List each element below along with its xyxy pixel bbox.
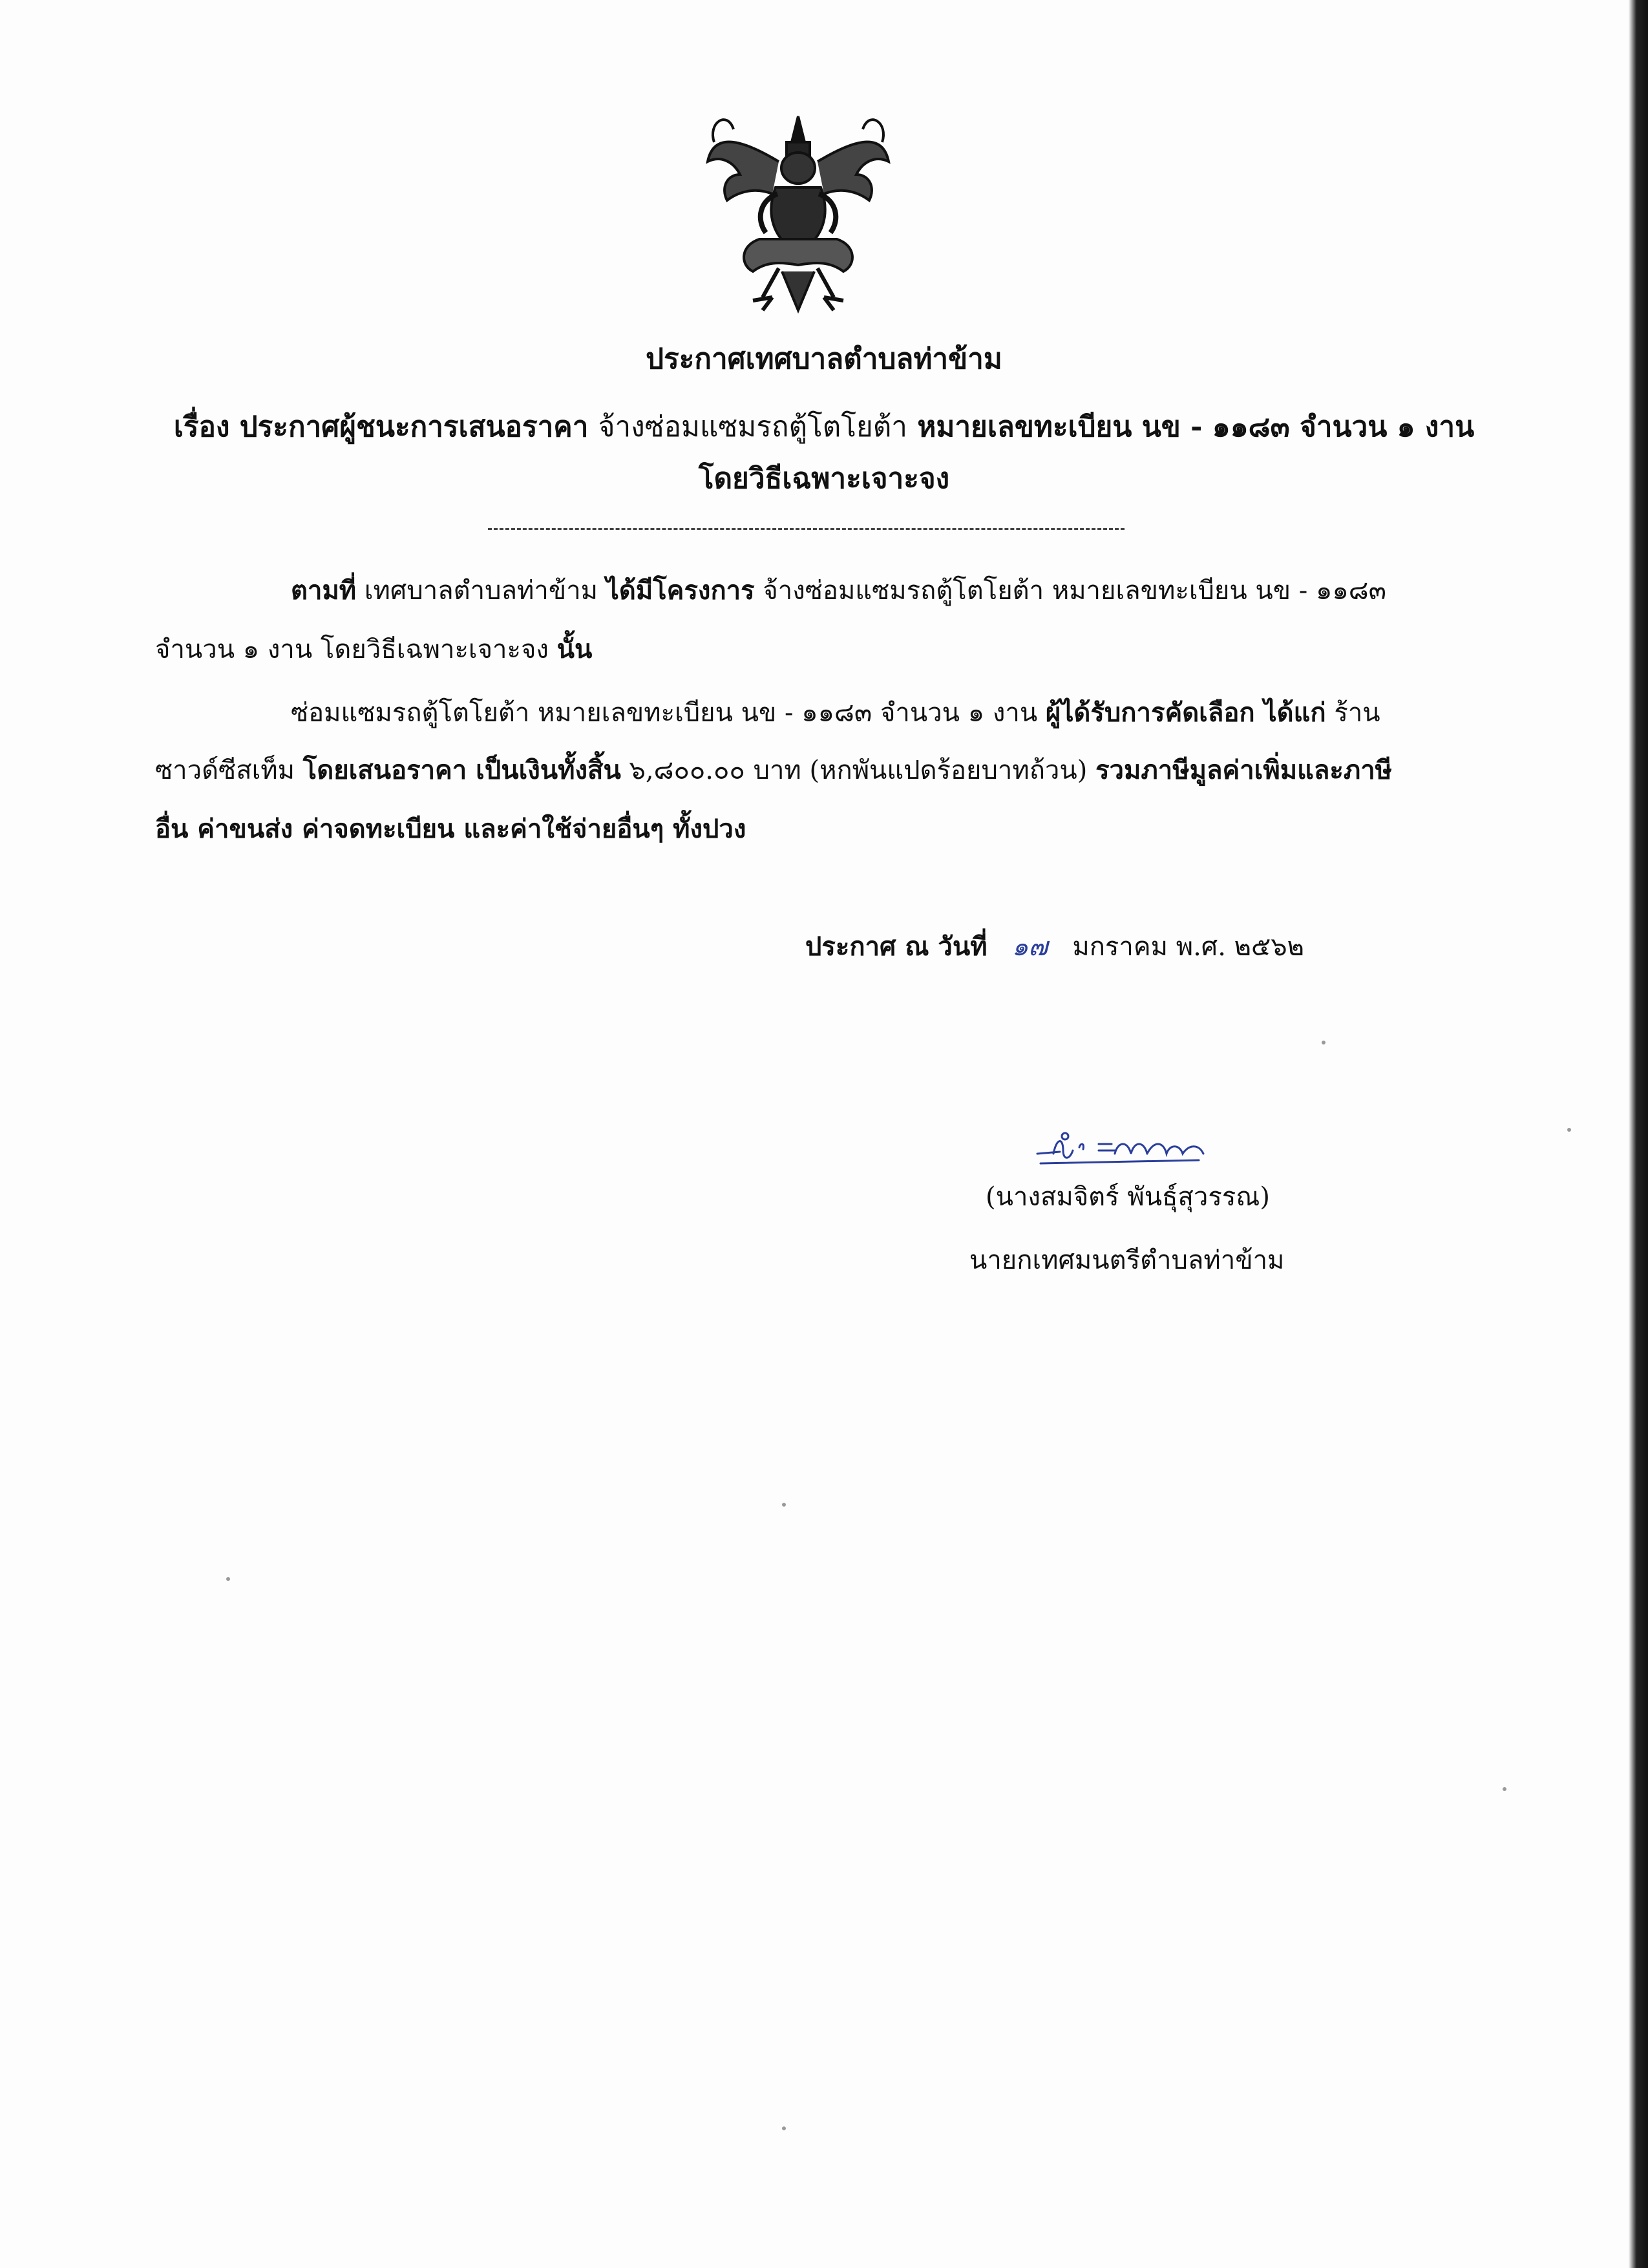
subject-heading: [0, 404, 1648, 449]
announcement-date: [805, 931, 1305, 962]
body-paragraph-2-end: อื่น ค่าขนส่ง ค่าจดทะเบียน และค่าใช้จ่ายอื่นๆ ทั้งปวง: [155, 814, 746, 844]
heading-divider: [488, 528, 1125, 530]
scan-speck: [782, 1503, 786, 1507]
issuer-heading: ประกาศเทศบาลตำบลท่าข้าม: [646, 343, 1002, 376]
p4-price-label: โดยเสนอราคา เป็นเงินทั้งสิ้น: [302, 755, 621, 785]
body-paragraph-1: [291, 575, 1387, 606]
subject-method: โดยวิธีเฉพาะเจาะจง: [698, 462, 950, 495]
signatory-position: นายกเทศมนตรีตำบลท่าข้าม: [969, 1245, 1285, 1275]
handwritten-signature: [1034, 1125, 1228, 1183]
signatory-name: (นางสมจิตร์ พันธุ์สุวรรณ): [986, 1182, 1271, 1212]
announcement-month-year: มกราคม พ.ศ. ๒๕๖๒: [1072, 932, 1305, 962]
scan-speck: [1503, 1787, 1506, 1791]
p3-text: ซ่อมแซมรถตู้โตโยต้า หมายเลขทะเบียน นข - ๑๑๘๓ จำนวน ๑ งาน: [291, 698, 1046, 728]
p1-project-label: ได้มีโครงการ: [606, 575, 755, 606]
body-paragraph-2-cont: [155, 755, 1393, 785]
p2-text: จำนวน ๑ งาน โดยวิธีเฉพาะเจาะจง: [155, 635, 557, 664]
announcement-day: ๑๗: [1011, 932, 1048, 962]
scan-speck: [1567, 1128, 1571, 1132]
scan-speck: [226, 1577, 230, 1581]
scan-speck: [782, 2126, 786, 2130]
announcement-prefix: ประกาศ ณ วันที่: [805, 931, 988, 962]
subject-label: เรื่อง ประกาศผู้ชนะการเสนอราคา: [173, 410, 589, 443]
subject-text: หมายเลขทะเบียน นข - ๑๑๘๓ จำนวน ๑ งาน: [917, 410, 1475, 443]
scan-speck: [1322, 1041, 1326, 1044]
body-paragraph-2: [291, 697, 1380, 728]
p3-shop: ร้าน: [1326, 698, 1380, 728]
p2-end: นั้น: [556, 634, 593, 664]
p1-issuer: เทศบาลตำบลท่าข้าม: [356, 576, 606, 606]
body-paragraph-1-cont: [155, 634, 593, 664]
p1-project: จ้างซ่อมแซมรถตู้โตโยต้า หมายเลขทะเบียน นข - ๑๑๘๓: [754, 576, 1387, 606]
garuda-emblem-icon: [701, 103, 895, 323]
p4-vendor: ซาวด์ซีสเท็ม: [155, 756, 303, 785]
p4-tax: รวมภาษีมูลค่าเพิ่มและภาษี: [1095, 755, 1393, 785]
p4-amount: ๖,๘๐๐.๐๐ บาท (หกพันแปดร้อยบาทถ้วน): [620, 756, 1096, 785]
p1-lead: ตามที่: [291, 575, 357, 606]
subject-text-normal: จ้างซ่อมแซมรถตู้โตโยต้า: [598, 410, 908, 443]
p3-selected-label: ผู้ได้รับการคัดเลือก ได้แก่: [1045, 697, 1326, 728]
